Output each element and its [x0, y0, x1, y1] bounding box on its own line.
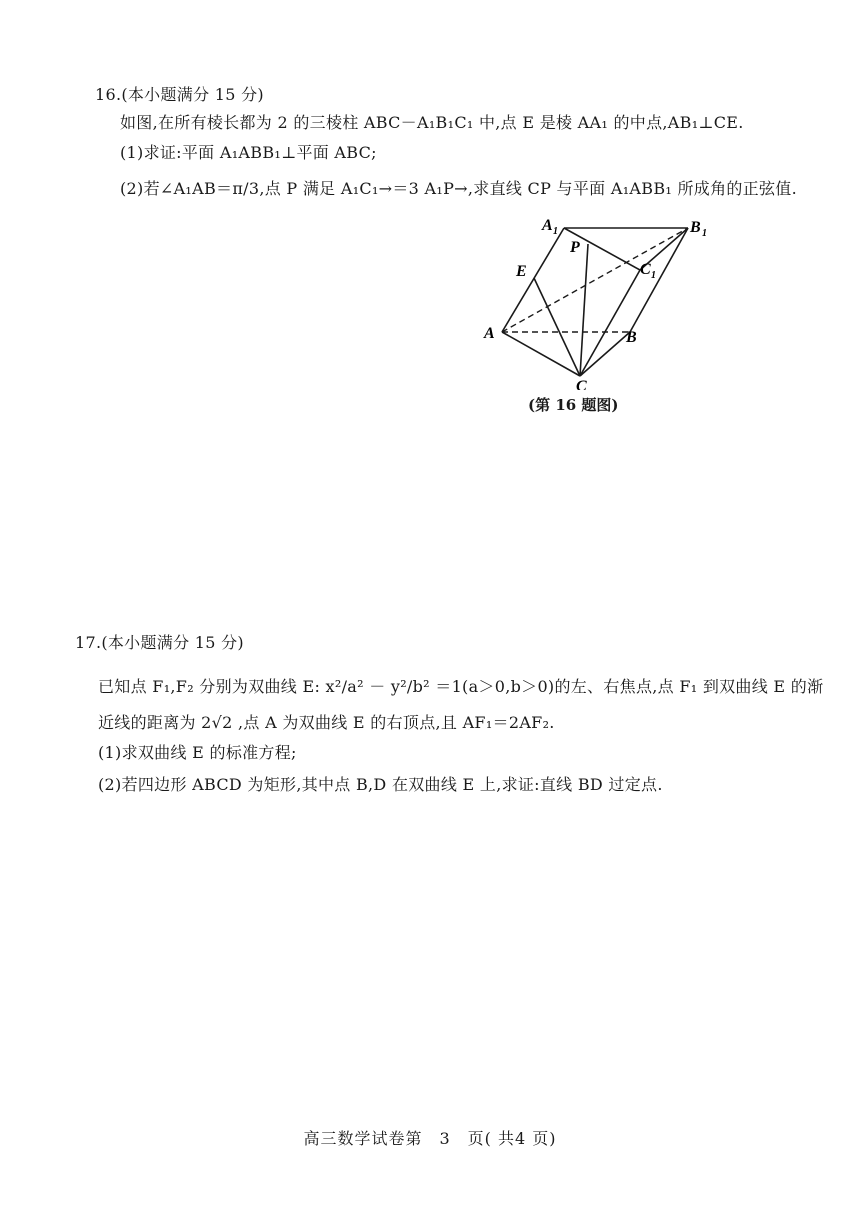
edge-a1a	[502, 228, 564, 332]
figure-caption: (第 16 题图)	[528, 396, 619, 414]
prism-figure	[470, 210, 730, 390]
label-a1: A	[542, 217, 553, 234]
label-b1-sub: 1	[702, 228, 707, 239]
edge-c1c	[580, 270, 640, 376]
label-e: E	[516, 263, 527, 280]
label-c: C	[576, 378, 587, 390]
segment-pc	[580, 244, 588, 376]
label-a: A	[484, 325, 495, 342]
label-p: P	[570, 239, 580, 256]
label-b1: B	[690, 219, 701, 236]
page-footer: 高三数学试卷第 3 页( 共4 页)	[303, 1129, 557, 1148]
problem16-stem: 如图,在所有棱长都为 2 的三棱柱 ABC－A₁B₁C₁ 中,点 E 是棱 AA₁ 的中点,AB₁⊥CE.	[120, 113, 744, 132]
problem17-part2: (2)若四边形 ABCD 为矩形,其中点 B,D 在双曲线 E 上,求证:直线 BD 过定点.	[98, 775, 663, 794]
problem17-stem-line1: 已知点 F₁,F₂ 分别为双曲线 E: x²/a² － y²/b² ＝1(a＞0,b＞0)的左、右焦点,点 F₁ 到双曲线 E 的渐	[98, 677, 824, 696]
problem16-part1: (1)求证:平面 A₁ABB₁⊥平面 ABC;	[120, 143, 377, 162]
label-c1-sub: 1	[651, 270, 656, 281]
label-b: B	[626, 329, 637, 346]
label-a1-sub: 1	[553, 226, 558, 237]
problem17-stem-line2: 近线的距离为 2√2 ,点 A 为双曲线 E 的右顶点,且 AF₁＝2AF₂.	[98, 713, 555, 732]
edge-bc	[580, 332, 630, 376]
problem16-heading: 16.(本小题满分 15 分)	[95, 85, 264, 104]
edge-ac	[502, 332, 580, 376]
problem17-part1: (1)求双曲线 E 的标准方程;	[98, 743, 297, 762]
label-c1: C	[640, 261, 651, 278]
segment-ab1-hidden	[502, 228, 688, 332]
problem17-heading: 17.(本小题满分 15 分)	[75, 633, 244, 652]
problem16-part2: (2)若∠A₁AB＝π/3,点 P 满足 A₁C₁→＝3 A₁P→,求直线 CP 与平面 A₁ABB₁ 所成角的正弦值.	[120, 179, 797, 198]
